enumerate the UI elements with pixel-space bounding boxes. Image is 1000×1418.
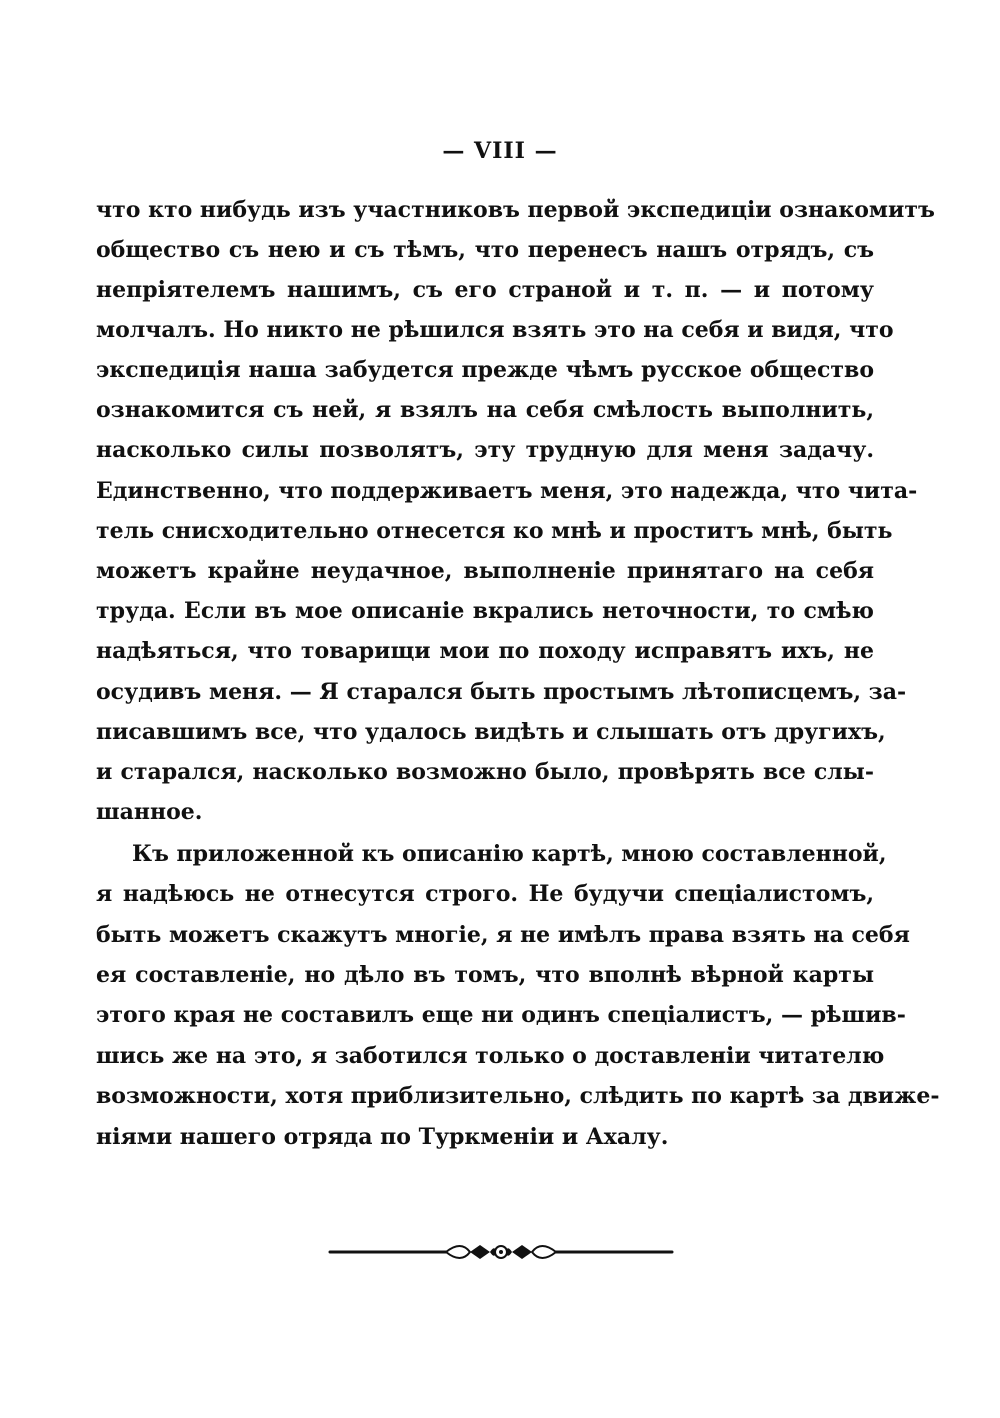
end-ornament (328, 1240, 674, 1264)
text-line: я надѣюсь не отнесутся строго. Не будучи спеціалистомъ, (96, 881, 874, 907)
text-line: что кто нибудь изъ участниковъ первой экспедиціи ознакомитъ (96, 197, 935, 223)
text-line: ніями нашего отряда по Туркменіи и Ахалу. (96, 1124, 669, 1150)
text-line: можетъ крайне неудачное, выполненіе принятаго на себя (96, 558, 874, 584)
text-line: молчалъ. Но никто не рѣшился взять это на себя и видя, что (96, 317, 894, 343)
text-line: шись же на это, я заботился только о доставленіи читателю (96, 1043, 885, 1069)
text-line: экспедиція наша забудется прежде чѣмъ русское общество (96, 357, 874, 383)
text-line: ея составленіе, но дѣло въ томъ, что вполнѣ вѣрной карты (96, 962, 874, 988)
text-line: труда. Если въ мое описаніе вкрались неточности, то смѣю (96, 598, 874, 624)
text-line: Къ приложенной къ описанію картѣ, мною составленной, (132, 841, 887, 867)
text-line: осудивъ меня. — Я старался быть простымъ лѣтописцемъ, за- (96, 679, 907, 705)
text-line: тель снисходительно отнесется ко мнѣ и проститъ мнѣ, быть (96, 518, 893, 544)
text-line: ознакомится съ ней, я взялъ на себя смѣлость выполнить, (96, 397, 874, 423)
text-line: этого края не составилъ еще ни одинъ спеціалистъ, — рѣшив- (96, 1002, 906, 1028)
text-line: быть можетъ скажутъ многіе, я не имѣлъ права взять на себя (96, 922, 910, 948)
text-line: Единственно, что поддерживаетъ меня, это надежда, что чита- (96, 478, 918, 504)
text-line: возможности, хотя приблизительно, слѣдить по картѣ за движе- (96, 1083, 940, 1109)
text-line: насколько силы позволятъ, эту трудную для меня задачу. (96, 437, 874, 463)
text-line: общество съ нею и съ тѣмъ, что перенесъ нашъ отрядъ, съ (96, 237, 874, 263)
text-line: шанное. (96, 799, 203, 825)
text-line: непріятелемъ нашимъ, съ его страной и т. п. — и потому (96, 277, 874, 303)
text-line: надѣяться, что товарищи мои по походу исправятъ ихъ, не (96, 638, 874, 664)
page-number: — VIII — (442, 138, 558, 164)
text-line: и старался, насколько возможно было, провѣрять все слы- (96, 759, 874, 785)
text-line: писавшимъ все, что удалось видѣть и слышать отъ другихъ, (96, 719, 886, 745)
